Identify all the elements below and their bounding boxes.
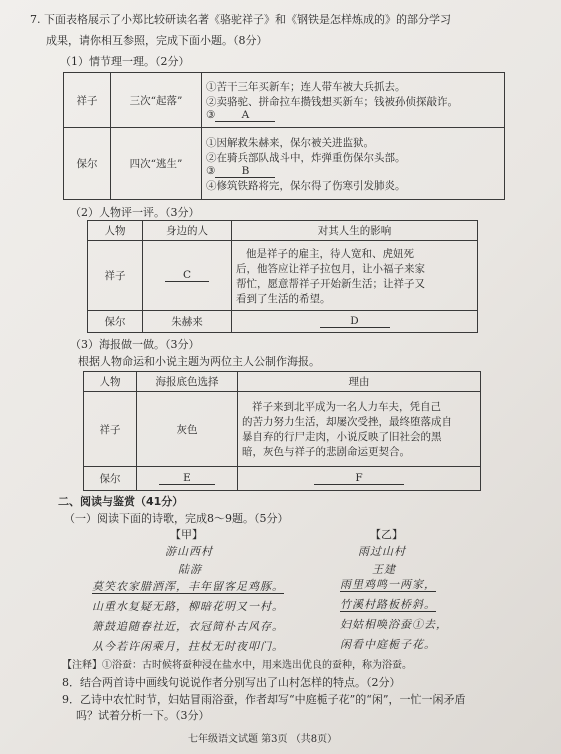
header-nearby: 身边的人 xyxy=(143,221,232,241)
poem-a-line: 从今若许闲乘月，拄杖无时夜叩门。 xyxy=(92,640,284,653)
eval-text-line: 他是祥子的雇主，待人宽和、虎妞死 xyxy=(246,247,414,260)
reason-line: 暴自弃的行尸走肉，小说反映了旧社会的黑 xyxy=(242,431,442,443)
header-person: 人物 xyxy=(84,372,137,392)
header-influence: 对其人生的影响 xyxy=(232,221,478,241)
plot-item: ③ A xyxy=(206,109,500,122)
plot-item: ①苦干三年买新车；连人带车被大兵抓去。 xyxy=(206,80,406,93)
plot-items-baoer xyxy=(202,128,505,200)
eval-nearby-baoer: 朱赫来 xyxy=(143,311,232,333)
part1-title: （1）情节理一理。（2分） xyxy=(60,55,190,68)
blank-f[interactable]: F xyxy=(314,472,404,485)
part3-title: （3）海报做一做。（3分） xyxy=(70,338,200,351)
plot-item: ②在骑兵部队战斗中，炸弹重伤保尔头部。 xyxy=(206,151,406,164)
header-person: 人物 xyxy=(88,221,143,241)
plot-person-xiangzi: 祥子 xyxy=(64,73,111,128)
plot-table xyxy=(63,72,505,200)
plot-item: ③ B xyxy=(206,165,500,178)
evaluation-table xyxy=(87,220,478,333)
poem-b-author: 王建 xyxy=(372,563,396,576)
poem-a-line: 箫鼓追随春社近，衣冠简朴古风存。 xyxy=(92,620,284,633)
eval-person-xiangzi: 祥子 xyxy=(88,241,143,311)
poster-table xyxy=(83,371,481,491)
blank-c[interactable]: C xyxy=(165,269,209,282)
eval-text-line: 看到了生活的希望。 xyxy=(236,292,331,305)
header-color: 海报底色选择 xyxy=(137,372,238,392)
eval-text-line: 后，他答应让祥子拉包月，让小福子来家 xyxy=(236,262,425,275)
part2-title: （2）人物评一评。（3分） xyxy=(70,206,200,219)
part3-intro: 根据人物命运和小说主题为两位主人公制作海报。 xyxy=(78,355,320,368)
plot-item: ④修筑铁路将完，保尔得了伤寒引发肺炎。 xyxy=(206,179,406,192)
reason-line: 暗，灰色与祥子的悲剧命运更契合。 xyxy=(242,446,410,458)
plot-items-xiangzi xyxy=(202,73,505,128)
section2-title: 二、阅读与鉴赏（41分） xyxy=(58,495,184,508)
blank-a[interactable]: A xyxy=(215,109,275,122)
q7-stem-line2: 成果，请你相互参照，完成下面小题。（8分） xyxy=(46,34,268,47)
blank-d[interactable]: D xyxy=(320,315,390,328)
plot-item: ①因解救朱赫来，保尔被关进监狱。 xyxy=(206,136,374,149)
page-footer: 七年级语文试题 第3页 （共8页） xyxy=(188,734,338,745)
section2-sub: （一）阅读下面的诗歌，完成8～9题。（5分） xyxy=(64,512,289,525)
plot-item: ②卖骆驼、拼命拉车攒钱想买新车；钱被孙侦探敲诈。 xyxy=(206,95,458,108)
poem-a-line: 莫笑农家腊酒浑，丰年留客足鸡豚。 xyxy=(92,580,284,593)
poster-reason-baoer xyxy=(238,467,481,491)
question-9-line1: 9．乙诗中农忙时节，妇姑冒雨浴蚕，作者却写“中庭栀子花”的“闲”，一忙一闲矛盾 xyxy=(62,693,466,706)
blank-e[interactable]: E xyxy=(159,472,215,485)
poster-reason-xiangzi xyxy=(238,392,481,467)
eval-influence-xiangzi xyxy=(232,241,478,311)
poem-b-line: 竹溪村路板桥斜。 xyxy=(340,598,436,611)
eval-influence-baoer xyxy=(232,311,478,333)
poem-b-line: 闲看中庭栀子花。 xyxy=(340,638,436,651)
question-9-line2: 吗？试着分析一下。（3分） xyxy=(76,709,210,722)
plot-label-xiangzi: 三次“起落” xyxy=(111,73,202,128)
poster-person-xiangzi: 祥子 xyxy=(84,392,137,467)
poem-a-author: 陆游 xyxy=(178,563,202,576)
q7-stem-line1: 7. 下面表格展示了小郑比较研读名著《骆驼祥子》和《钢铁是怎样炼成的》的部分学习 xyxy=(30,13,451,26)
poem-b-tag: 【乙】 xyxy=(370,528,403,541)
eval-text-line: 帮忙，愿意帮祥子开始新生活；让祥子又 xyxy=(236,277,425,290)
poem-a-title: 游山西村 xyxy=(165,545,213,558)
blank-b[interactable]: B xyxy=(215,165,275,178)
eval-nearby-xiangzi xyxy=(143,241,232,311)
poem-a-tag: 【甲】 xyxy=(170,528,203,541)
header-reason: 理由 xyxy=(238,372,481,392)
poem-b-line: 雨里鸡鸣一两家， xyxy=(340,578,436,591)
eval-person-baoer: 保尔 xyxy=(88,311,143,333)
poem-b-line: 妇姑相唤浴蚕①去， xyxy=(340,618,448,631)
poster-person-baoer: 保尔 xyxy=(84,467,137,491)
plot-label-baoer: 四次“逃生” xyxy=(111,128,202,200)
poster-color-xiangzi: 灰色 xyxy=(137,392,238,467)
reason-line: 的苦力努力生活，却屡次受挫，最终堕落成自 xyxy=(242,416,452,428)
annotation-note: 【注释】①浴蚕：古时候将蚕种浸在盐水中，用来选出优良的蚕种，称为浴蚕。 xyxy=(62,660,412,671)
question-8: 8．结合两首诗中画线句说说作者分别写出了山村怎样的特点。（2分） xyxy=(62,676,401,689)
poem-b-title: 雨过山村 xyxy=(358,545,406,558)
plot-person-baoer: 保尔 xyxy=(64,128,111,200)
poster-color-baoer xyxy=(137,467,238,491)
poem-a-line: 山重水复疑无路，柳暗花明又一村。 xyxy=(92,600,284,613)
reason-line: 祥子来到北平成为一名人力车夫，凭自己 xyxy=(252,401,441,413)
